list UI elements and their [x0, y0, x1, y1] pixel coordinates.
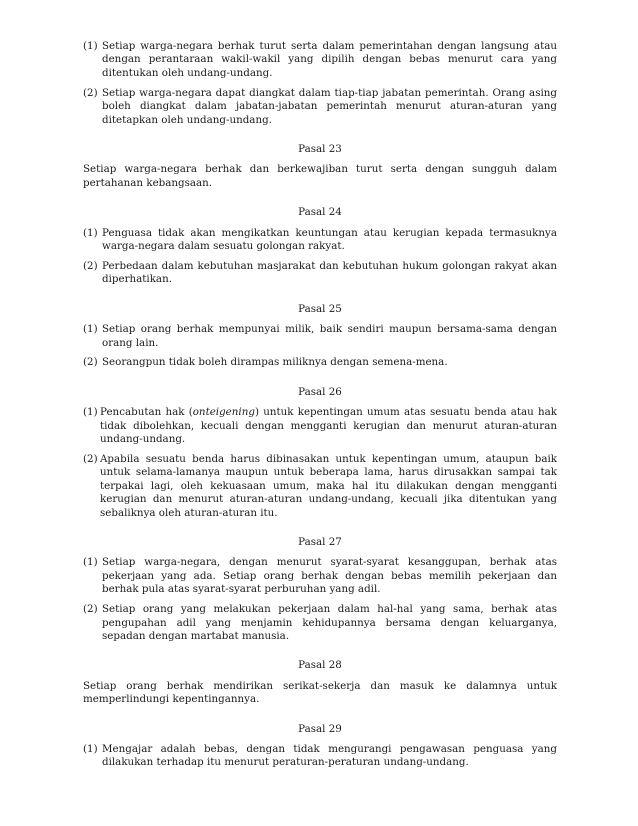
item-text: Seorangpun tidak boleh dirampas miliknya dengan semena-mena.	[102, 356, 448, 369]
item-number: (1)	[83, 406, 98, 419]
item-text: Mengajar adalah bebas, dengan tidak mengurangi pengawasan penguasa yang dilakukan terhadap itu menurut peraturan-peraturan undang-undang.	[102, 742, 557, 769]
item-number: (1)	[83, 556, 98, 569]
item-text: Setiap orang berhak mempunyai milik, baik sendiri maupun bersama-sama dengan orang lain.	[102, 323, 557, 349]
pasal-24-item-1	[83, 227, 557, 254]
item-number: (2)	[83, 259, 98, 272]
pasal-26-item-1	[83, 406, 557, 446]
pasal-29-heading: Pasal 29	[298, 722, 342, 735]
item-number: (2)	[83, 86, 98, 99]
item-text: Setiap warga-negara dapat diangkat dalam tiap-tiap jabatan pemerintah. Orang asing boleh diangkat dalam jabatan-jabatan pemerintah menurut aturan-aturan yang ditetapkan oleh undang-undang.	[102, 86, 557, 126]
item-number: (1)	[83, 742, 98, 755]
item-text: Penguasa tidak akan mengikatkan keuntungan atau kerugian kepada termasuknya warga-negara dalam sesuatu golongan rakyat.	[102, 226, 557, 252]
item-text: Perbedaan dalam kebutuhan masjarakat dan kebutuhan hukum golongan rakyat akan diperhatikan.	[102, 259, 557, 286]
intro-item-1	[83, 40, 557, 80]
pasal-24-heading: Pasal 24	[298, 206, 342, 219]
intro-item-2	[83, 87, 557, 127]
item-number: (1)	[83, 226, 98, 239]
item-text: Pencabutan hak (onteigening) untuk kepentingan umum atas sesuatu benda atau hak tidak dibolehkan, kecuali dengan mengganti kerugian dan menurut aturan-aturan undang-undang.	[100, 406, 557, 446]
item-text: Apabila sesuatu benda harus dibinasakan untuk kepentingan umum, ataupun baik untuk selama-lamanya maupun untuk beberapa lama, harus dirusakkan sampai tak terpakai lagi, oleh kekuasaan umum, maka hal itu dilakukan dengan mengganti kerugian dan menurut aturan-aturan undang-undang, kecuali jika ditentukan yang sebaliknya oleh aturan-aturan itu.	[100, 452, 557, 519]
item-number: (2)	[83, 452, 98, 465]
pasal-25-heading: Pasal 25	[298, 302, 342, 315]
item-number: (1)	[83, 40, 98, 52]
item-text: Setiap orang yang melakukan pekerjaan dalam hal-hal yang sama, berhak atas pengupahan adil yang menjamin kehidupannya bersama dengan keluarganya, sepadan dengan martabat manusia.	[102, 603, 557, 642]
item-text: Setiap warga-negara berhak turut serta dalam pemerintahan dengan langsung atau dengan perantaraan wakil-wakil yang dipilih dengan bebas menurut cara yang ditentukan oleh undang-undang.	[102, 40, 557, 79]
pasal-27-heading: Pasal 27	[298, 535, 342, 548]
pasal-29-item-1	[83, 743, 557, 770]
pasal-25-item-2	[83, 356, 557, 369]
pasal-28-heading: Pasal 28	[298, 659, 342, 672]
pasal-23-text: Setiap warga-negara berhak dan berkewajiban turut serta dengan sungguh dalam pertahanan kebangsaan.	[83, 163, 557, 189]
pasal-27-item-1	[83, 556, 557, 596]
item-text: Setiap warga-negara, dengan menurut syarat-syarat kesanggupan, berhak atas pekerjaan yang ada. Setiap orang berhak dengan bebas memilih pekerjaan dan berhak pula atas syarat-syarat perburuhan yang adil.	[102, 556, 557, 596]
item-number: (2)	[83, 356, 98, 369]
pasal-26-item-2	[83, 453, 557, 520]
pasal-26-heading: Pasal 26	[298, 385, 342, 398]
pasal-23-heading: Pasal 23	[298, 142, 342, 155]
onteigening-term: onteigening	[192, 406, 255, 419]
pasal-27-item-2	[83, 603, 557, 643]
pasal-28-text: Setiap orang berhak mendirikan serikat-sekerja dan masuk ke dalamnya untuk memperlindungi kepentingannya.	[83, 679, 557, 706]
item-number: (2)	[83, 603, 98, 616]
item-number: (1)	[83, 323, 98, 336]
pasal-25-item-1	[83, 323, 557, 350]
document-page	[83, 40, 557, 770]
pasal-24-item-2	[83, 260, 557, 287]
